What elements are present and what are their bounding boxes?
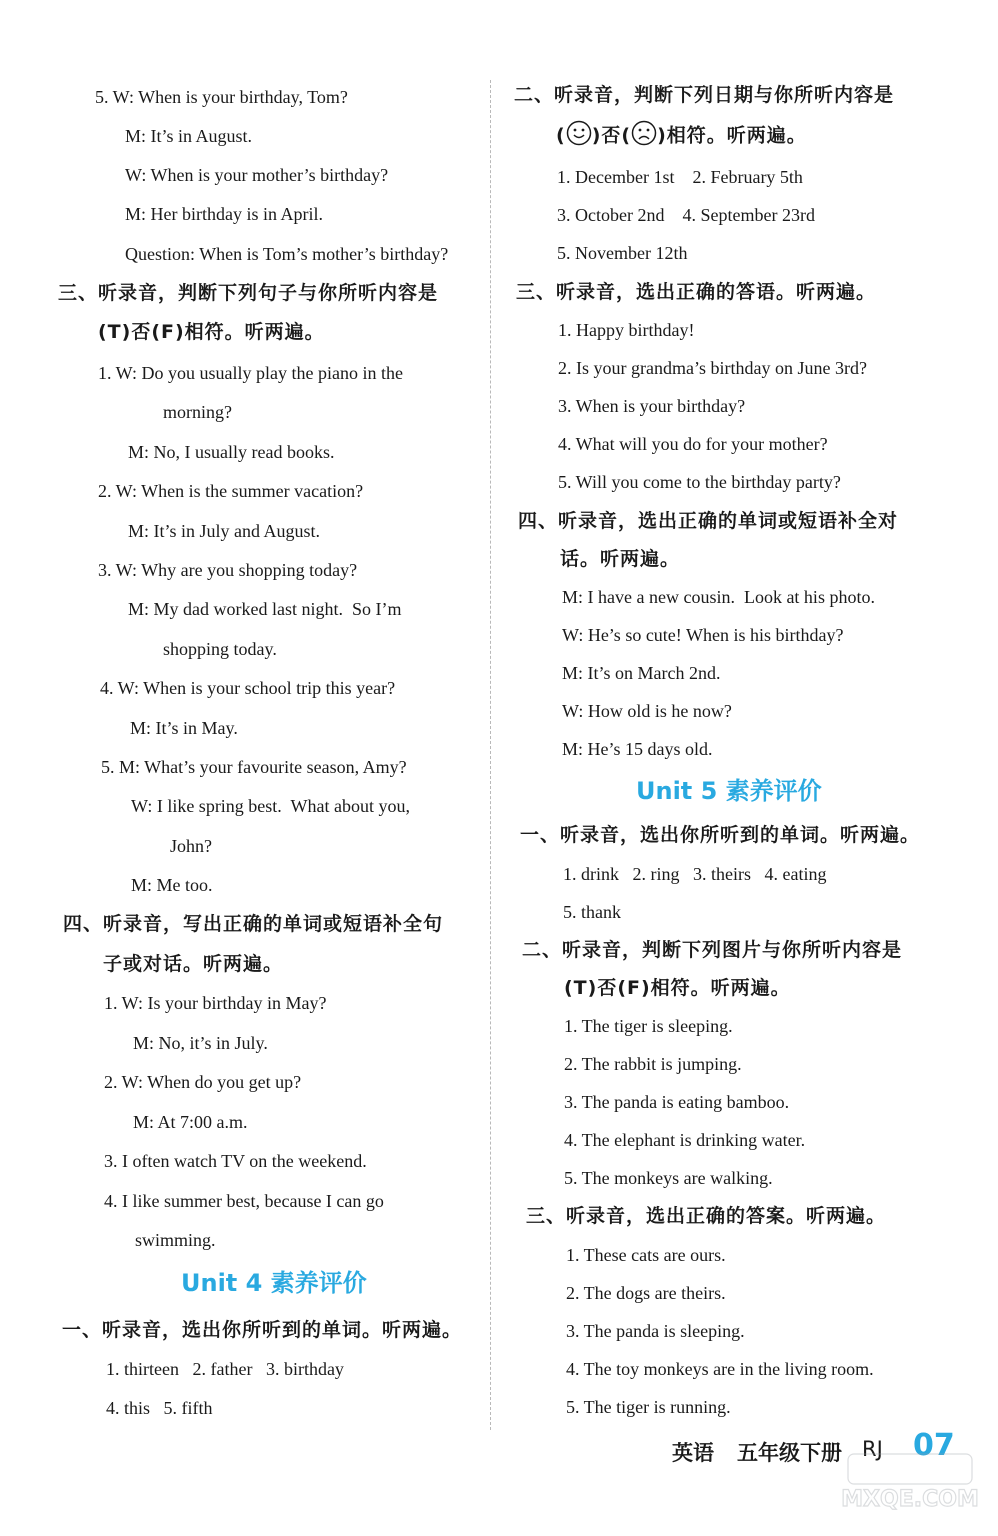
footer-edition: RJ bbox=[862, 1437, 883, 1461]
left-b-line: shopping today. bbox=[163, 639, 277, 659]
right-a-line: 1. December 1st 2. February 5th bbox=[557, 167, 803, 187]
right-f-line: 3. The panda is sleeping. bbox=[566, 1321, 745, 1341]
right-heading-4-line1: 四、听录音，选出正确的单词或短语补全对 bbox=[518, 510, 899, 532]
right-e-line: 3. The panda is eating bamboo. bbox=[564, 1092, 790, 1112]
right-f-line: 2. The dogs are theirs. bbox=[566, 1283, 726, 1303]
left-c-line: M: No, it’s in July. bbox=[133, 1033, 268, 1053]
right-e-line: 1. The tiger is sleeping. bbox=[564, 1016, 733, 1036]
q5-line-3: W: When is your mother’s birthday? bbox=[125, 165, 389, 185]
left-b-line: John? bbox=[170, 836, 212, 856]
left-heading-3-line1: 三、听录音，判断下列句子与你所听内容是 bbox=[58, 282, 439, 304]
right-heading-2b-line2: (T)否(F)相符。听两遍。 bbox=[564, 977, 791, 999]
right-heading-2-tail: 相符。听两遍。 bbox=[666, 124, 807, 147]
left-d-line: 1. thirteen 2. father 3. birthday bbox=[106, 1359, 344, 1379]
right-e-line: 2. The rabbit is jumping. bbox=[564, 1054, 742, 1074]
left-heading-3-line2: (T)否(F)相符。听两遍。 bbox=[98, 321, 325, 343]
right-d-line: 5. thank bbox=[563, 902, 621, 922]
left-c-line: 3. I often watch TV on the weekend. bbox=[104, 1151, 367, 1171]
right-f-line: 5. The tiger is running. bbox=[566, 1397, 731, 1417]
unit4-title: Unit 4 素养评价 bbox=[181, 1269, 367, 1297]
right-heading-3b: 三、听录音，选出正确的答案。听两遍。 bbox=[526, 1205, 887, 1227]
left-c-line: M: At 7:00 a.m. bbox=[133, 1112, 248, 1132]
left-heading-4-line2: 子或对话。听两遍。 bbox=[103, 953, 284, 975]
right-c-line: W: How old is he now? bbox=[562, 701, 732, 721]
right-a-line: 5. November 12th bbox=[557, 243, 688, 263]
smiley-face-icon bbox=[566, 120, 592, 152]
left-b-line: morning? bbox=[163, 402, 232, 422]
right-heading-2-line1: 二、听录音，判断下列日期与你所听内容是 bbox=[514, 84, 895, 106]
right-heading-3: 三、听录音，选出正确的答语。听两遍。 bbox=[516, 281, 877, 303]
left-c-line: 4. I like summer best, because I can go bbox=[104, 1191, 384, 1211]
q5-question: Question: When is Tom’s mother’s birthday? bbox=[125, 244, 449, 264]
right-b-line: 5. Will you come to the birthday party? bbox=[558, 472, 841, 492]
left-b-line: M: It’s in May. bbox=[130, 718, 238, 738]
right-heading-4-line2: 话。听两遍。 bbox=[560, 548, 681, 570]
right-c-line: W: He’s so cute! When is his birthday? bbox=[562, 625, 844, 645]
q5-line-2: M: It’s in August. bbox=[125, 126, 253, 146]
left-b-line: 5. M: What’s your favourite season, Amy? bbox=[101, 757, 407, 777]
footer-grade: 五年级下册 bbox=[737, 1441, 842, 1465]
watermark-logo bbox=[830, 1448, 990, 1534]
sad-face-icon bbox=[631, 120, 657, 152]
right-a-line: 3. October 2nd 4. September 23rd bbox=[557, 205, 815, 225]
left-b-line: W: I like spring best. What about you, bbox=[131, 796, 410, 816]
right-heading-2b-line1: 二、听录音，判断下列图片与你所听内容是 bbox=[522, 939, 903, 961]
right-c-line: M: It’s on March 2nd. bbox=[562, 663, 721, 683]
left-c-line: 2. W: When do you get up? bbox=[104, 1072, 302, 1092]
left-b-line: 1. W: Do you usually play the piano in the bbox=[98, 363, 403, 383]
left-b-line: 2. W: When is the summer vacation? bbox=[98, 481, 364, 501]
left-b-line: M: My dad worked last night. So I’m bbox=[128, 599, 402, 619]
left-b-line: 4. W: When is your school trip this year? bbox=[100, 678, 396, 698]
right-e-line: 4. The elephant is drinking water. bbox=[564, 1130, 806, 1150]
right-b-line: 4. What will you do for your mother? bbox=[558, 434, 828, 454]
left-c-line: swimming. bbox=[135, 1230, 216, 1250]
left-d-line: 4. this 5. fifth bbox=[106, 1398, 213, 1418]
q5-line-4: M: Her birthday is in April. bbox=[125, 204, 323, 224]
right-f-line: 1. These cats are ours. bbox=[566, 1245, 726, 1265]
unit5-title: Unit 5 素养评价 bbox=[636, 777, 822, 805]
watermark-text: MXQE.COM bbox=[841, 1487, 979, 1512]
right-b-line: 3. When is your birthday? bbox=[558, 396, 746, 416]
footer-subject: 英语 bbox=[672, 1441, 714, 1465]
right-c-line: M: He’s 15 days old. bbox=[562, 739, 713, 759]
right-heading-2-fou: 否 bbox=[601, 124, 622, 147]
left-heading-1: 一、听录音，选出你所听到的单词。听两遍。 bbox=[62, 1319, 463, 1341]
right-heading-2-line2: ( )否( )相符。听两遍。 bbox=[556, 120, 807, 152]
left-heading-4-line1: 四、听录音，写出正确的单词或短语补全句 bbox=[63, 913, 444, 935]
right-d-line: 1. drink 2. ring 3. theirs 4. eating bbox=[563, 864, 827, 884]
right-f-line: 4. The toy monkeys are in the living room. bbox=[566, 1359, 874, 1379]
right-b-line: 1. Happy birthday! bbox=[558, 320, 695, 340]
left-b-line: M: It’s in July and August. bbox=[128, 521, 321, 541]
column-divider bbox=[490, 80, 491, 1430]
page-number: 07 bbox=[913, 1428, 955, 1463]
left-b-line: M: Me too. bbox=[131, 875, 213, 895]
right-c-line: M: I have a new cousin. Look at his photo. bbox=[562, 587, 875, 607]
left-c-line: 1. W: Is your birthday in May? bbox=[104, 993, 327, 1013]
right-b-line: 2. Is your grandma’s birthday on June 3rd? bbox=[558, 358, 867, 378]
q5-line-1: 5. W: When is your birthday, Tom? bbox=[95, 87, 348, 107]
right-heading-1: 一、听录音，选出你所听到的单词。听两遍。 bbox=[520, 824, 921, 846]
left-b-line: 3. W: Why are you shopping today? bbox=[98, 560, 358, 580]
right-e-line: 5. The monkeys are walking. bbox=[564, 1168, 773, 1188]
left-b-line: M: No, I usually read books. bbox=[128, 442, 335, 462]
